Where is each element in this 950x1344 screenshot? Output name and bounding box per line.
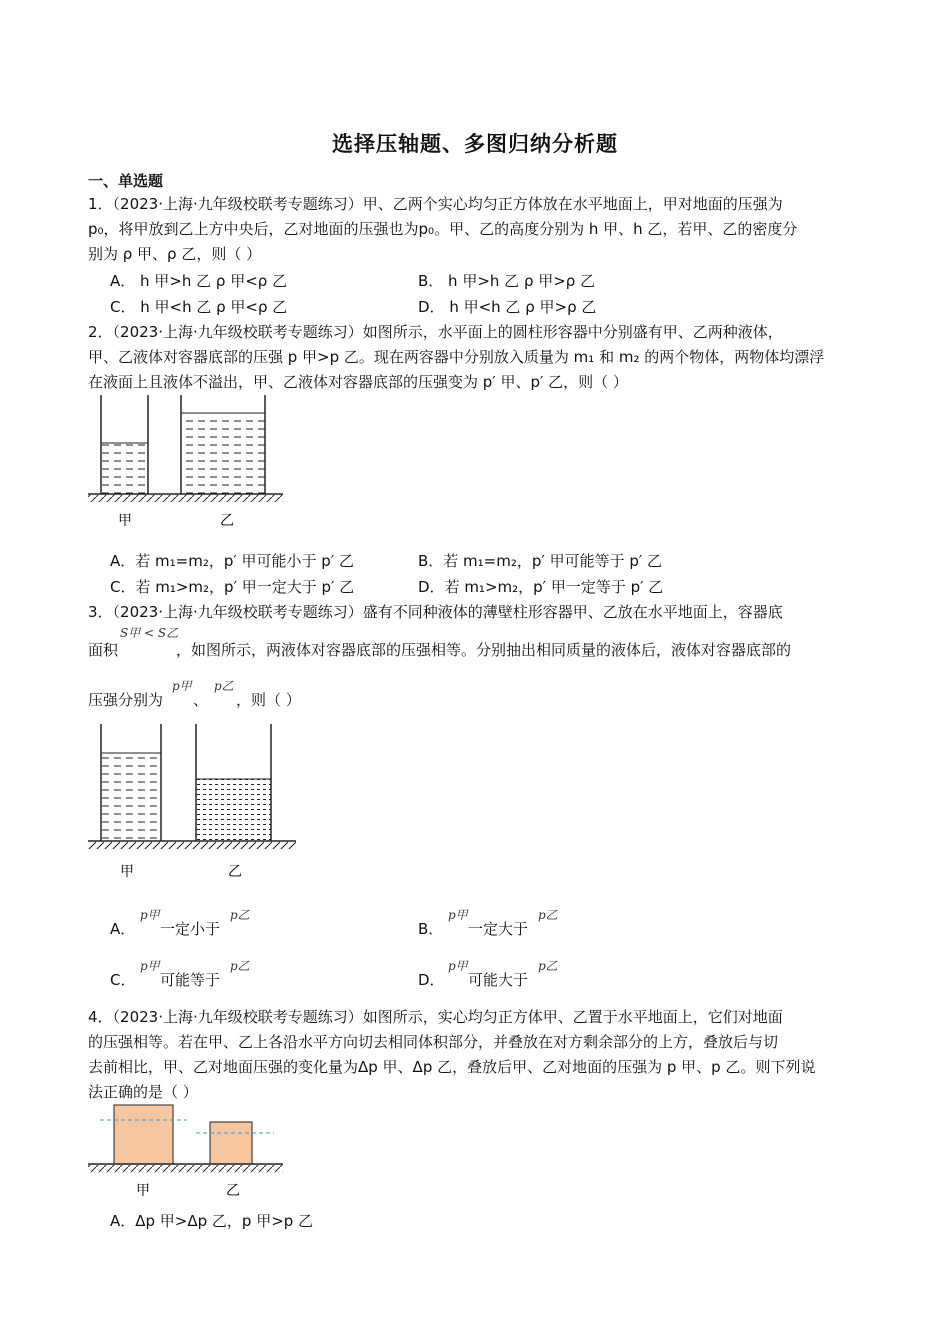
question-text: （2023·上海·九年级校联考专题练习）盛有不同种液体的薄壁柱形容器甲、乙放在水平地面上，容器底 bbox=[112, 603, 783, 621]
label-jia: 甲 bbox=[136, 1183, 150, 1199]
option-letter: B． bbox=[418, 920, 444, 938]
symbol-p-yi: p乙 bbox=[538, 908, 558, 922]
liquid-yi bbox=[181, 413, 265, 494]
symbol-p-jia: p甲 bbox=[140, 959, 160, 973]
symbol-p-yi: p乙 bbox=[230, 908, 250, 922]
question-text: （2023·上海·九年级校联考专题练习）如图所示，实心均匀正方体甲、乙置于水平地面上，它们对地面 bbox=[112, 1008, 783, 1026]
question-2-line: 在液面上且液体不溢出，甲、乙液体对容器底部的压强变为 p′ 甲、p′ 乙，则（ ） bbox=[88, 373, 628, 391]
option-text: 一定大于 bbox=[468, 920, 529, 938]
label-yi: 乙 bbox=[220, 513, 234, 529]
liquid-yi bbox=[196, 779, 271, 841]
option-a[interactable]: A．若 m₁=m₂，p′ 甲可能小于 p′ 乙 bbox=[110, 552, 355, 570]
question-4-line: 的压强相等。若在甲、乙上各沿水平方向切去相同体积部分，并叠放在对方剩余部分的上方，叠放后与切 bbox=[88, 1033, 779, 1051]
liquid-jia bbox=[101, 443, 148, 494]
label-yi: 乙 bbox=[226, 1183, 240, 1199]
option-c[interactable]: C． h 甲<h 乙 ρ 甲<ρ 乙 bbox=[110, 298, 288, 316]
cube-yi bbox=[210, 1122, 252, 1164]
option-d[interactable]: D． h 甲<h 乙 ρ 甲>ρ 乙 bbox=[418, 298, 597, 316]
option-text: 可能大于 bbox=[468, 971, 529, 989]
label-jia: 甲 bbox=[120, 864, 134, 880]
question-number: 2． bbox=[88, 323, 113, 341]
symbol-p-yi: p乙 bbox=[538, 959, 558, 973]
symbol-p-yi: p乙 bbox=[230, 959, 250, 973]
question-4-line: 去前相比，甲、乙对地面压强的变化量为Δp 甲、Δp 乙，叠放后甲、乙对地面的压强为 p 甲、p 乙。则下列说 bbox=[88, 1058, 816, 1076]
question-1-line bbox=[88, 192, 783, 216]
ground-hatch bbox=[88, 495, 283, 502]
question-3-line: 面积 bbox=[88, 641, 119, 659]
question-3-line: ，如图所示，两液体对容器底部的压强相等。分别抽出相同质量的液体后，液体对容器底部的 bbox=[176, 641, 792, 659]
option-a[interactable]: A． h 甲>h 乙 ρ 甲<ρ 乙 bbox=[110, 272, 288, 290]
option-text: 可能等于 bbox=[160, 971, 221, 989]
option-d[interactable]: D．若 m₁>m₂，p′ 甲一定等于 p′ 乙 bbox=[418, 578, 664, 596]
question-text: （2023·上海·九年级校联考专题练习）如图所示，水平面上的圆柱形容器中分别盛有甲、乙两种液体， bbox=[112, 323, 783, 341]
question-number: 4． bbox=[88, 1008, 113, 1026]
separator: 、 bbox=[193, 691, 209, 709]
question-2-line: 甲、乙液体对容器底部的压强 p 甲>p 乙。现在两容器中分别放入质量为 m₁ 和 m₂ 的两个物体，两物体均漂浮 bbox=[88, 348, 825, 366]
question-4-line: 法正确的是（ ） bbox=[88, 1083, 198, 1101]
q3-figure bbox=[88, 722, 308, 882]
question-4-line bbox=[88, 1005, 783, 1029]
question-text: （2023·上海·九年级校联考专题练习）甲、乙两个实心均匀正方体放在水平地面上，甲对地面的压强为 bbox=[112, 195, 783, 213]
option-c[interactable]: C．若 m₁>m₂，p′ 甲一定大于 p′ 乙 bbox=[110, 578, 355, 596]
liquid-jia bbox=[101, 753, 161, 841]
question-3-line: ，则（ ） bbox=[236, 691, 301, 709]
q2-figure bbox=[88, 393, 288, 533]
ground-hatch bbox=[88, 1165, 283, 1172]
question-number: 1． bbox=[88, 195, 113, 213]
page-title: 选择压轴题、多图归纳分析题 bbox=[332, 132, 618, 156]
cube-jia bbox=[114, 1105, 173, 1164]
label-jia: 甲 bbox=[118, 513, 132, 529]
question-1-line: p₀，将甲放到乙上方中央后，乙对地面的压强也为p₀。甲、乙的高度分别为 h 甲、h 乙，若甲、乙的密度分 bbox=[88, 220, 798, 238]
inline-formula-area: S甲 < S乙 bbox=[120, 626, 179, 640]
option-b[interactable]: B．若 m₁=m₂，p′ 甲可能等于 p′ 乙 bbox=[418, 552, 663, 570]
option-letter: D． bbox=[418, 971, 445, 989]
question-number: 3． bbox=[88, 603, 113, 621]
option-letter: A． bbox=[110, 920, 136, 938]
question-1-line: 别为 ρ 甲、ρ 乙，则（ ） bbox=[88, 245, 262, 263]
symbol-p-jia: p甲 bbox=[140, 908, 160, 922]
question-3-line: 压强分别为 bbox=[88, 691, 164, 709]
question-3-line bbox=[88, 600, 783, 624]
section-heading: 一、单选题 bbox=[88, 172, 164, 190]
q4-figure bbox=[88, 1103, 298, 1203]
symbol-p-jia: p甲 bbox=[448, 908, 468, 922]
ground-hatch bbox=[88, 842, 296, 849]
question-2-line bbox=[88, 320, 783, 344]
option-b[interactable]: B． h 甲>h 乙 ρ 甲>ρ 乙 bbox=[418, 272, 596, 290]
option-a[interactable]: A．Δp 甲>Δp 乙，p 甲>p 乙 bbox=[110, 1212, 314, 1230]
option-letter: C． bbox=[110, 971, 136, 989]
label-yi: 乙 bbox=[228, 864, 242, 880]
symbol-p-jia: p甲 bbox=[448, 959, 468, 973]
option-text: 一定小于 bbox=[160, 920, 221, 938]
symbol-p-yi: p乙 bbox=[214, 679, 234, 693]
symbol-p-jia: p甲 bbox=[172, 679, 192, 693]
